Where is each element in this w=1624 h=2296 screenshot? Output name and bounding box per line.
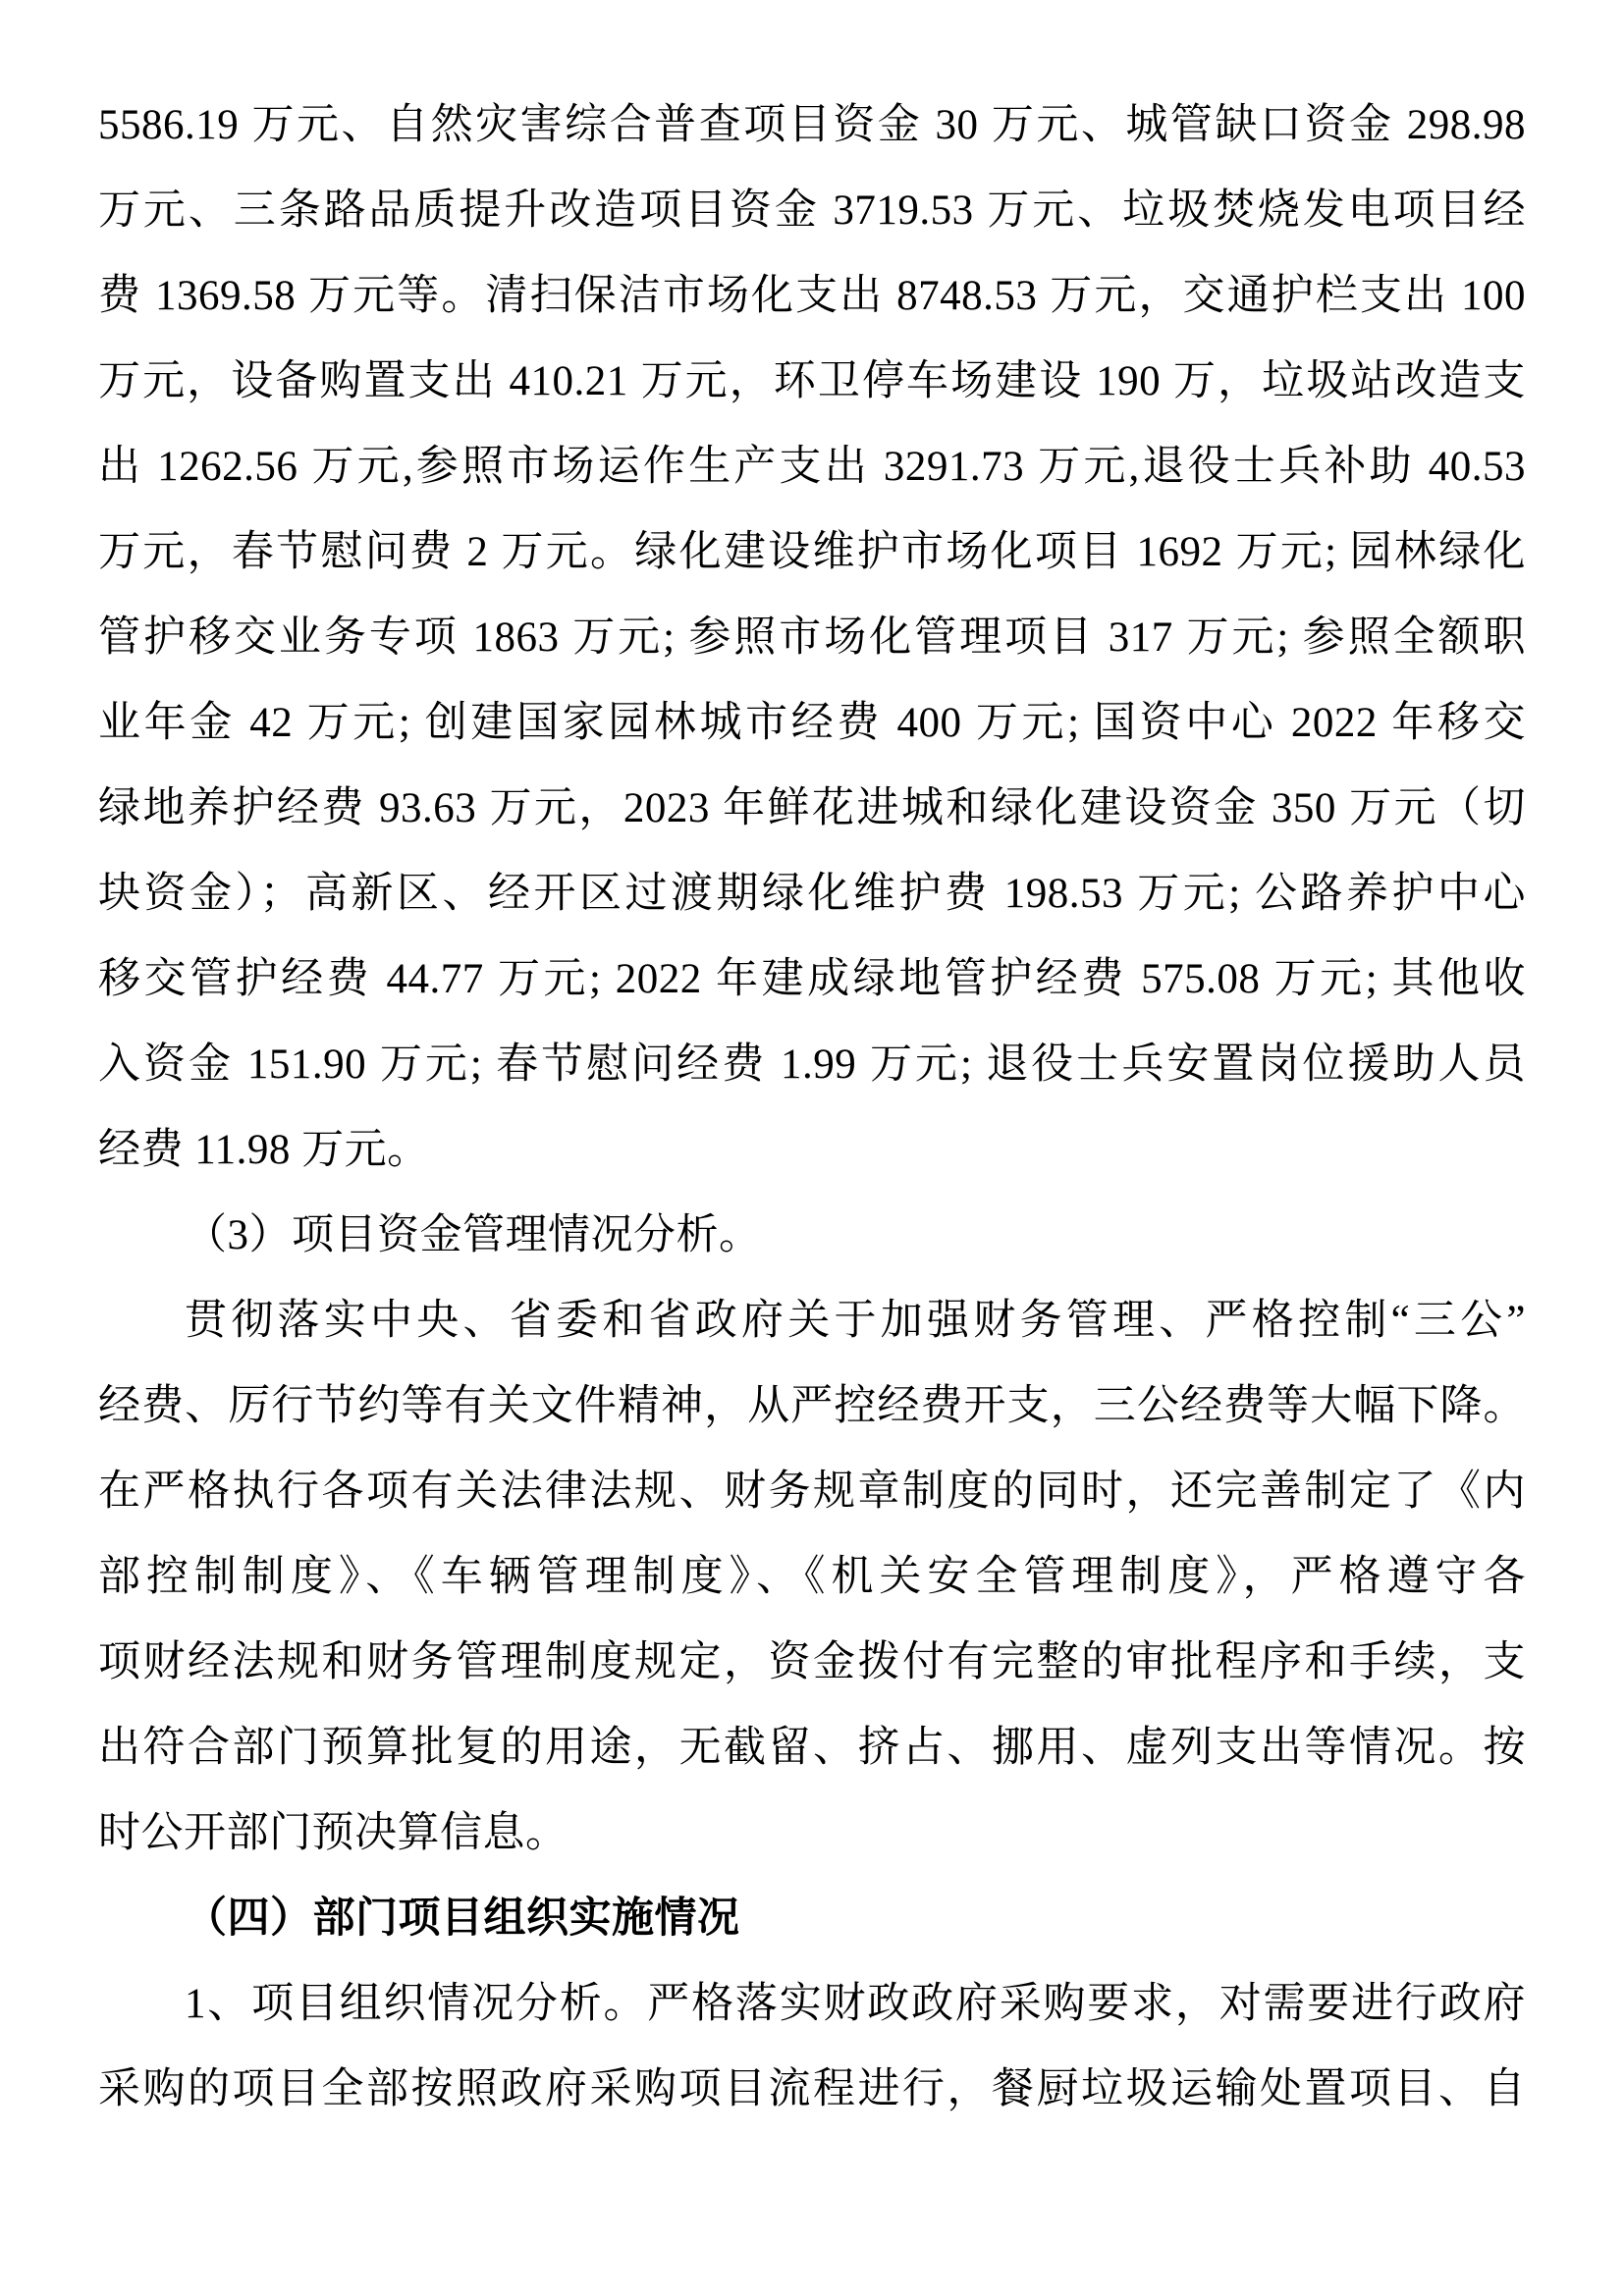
text-line: 1、项目组织情况分析。严格落实财政政府采购要求，对需要进行政府: [185, 1981, 1526, 2027]
text-line: 贯彻落实中央、省委和省政府关于加强财务管理、严格控制“三公”: [185, 1298, 1526, 1344]
document-content: [98, 82, 1526, 2132]
text-line: 采购的项目全部按照政府采购项目流程进行，餐厨垃圾运输处置项目、自: [98, 2066, 1526, 2112]
text-line: （四）部门项目组织实施情况: [185, 1896, 740, 1942]
text-line: 业年金 42 万元; 创建国家园林城市经费 400 万元; 国资中心 2022 年移交: [98, 700, 1526, 746]
text-line: 入资金 151.90 万元; 春节慰问经费 1.99 万元; 退役士兵安置岗位援助人员: [98, 1041, 1526, 1088]
text-line: 移交管护经费 44.77 万元; 2022 年建成绿地管护经费 575.08 万元; 其他收: [98, 956, 1526, 1002]
text-line: 时公开部门预决算信息。: [98, 1810, 568, 1856]
text-line: 管护移交业务专项 1863 万元; 参照市场化管理项目 317 万元; 参照全额职: [98, 614, 1526, 661]
text-line: 在严格执行各项有关法律法规、财务规章制度的同时，还完善制定了《内: [98, 1468, 1526, 1515]
text-line: 万元，春节慰问费 2 万元。绿化建设维护市场化项目 1692 万元; 园林绿化: [98, 529, 1526, 575]
text-line: 5586.19 万元、自然灾害综合普查项目资金 30 万元、城管缺口资金 298.98: [98, 102, 1526, 148]
text-line: （3）项目资金管理情况分析。: [185, 1212, 762, 1258]
text-line: 块资金）；高新区、经开区过渡期绿化维护费 198.53 万元; 公路养护中心: [98, 871, 1526, 917]
text-line: 部控制制度》、《车辆管理制度》、《机关安全管理制度》，严格遵守各: [98, 1554, 1526, 1600]
text-line: 项财经法规和财务管理制度规定，资金拨付有完整的审批程序和手续，支: [98, 1639, 1526, 1685]
text-line: 出 1262.56 万元,参照市场运作生产支出 3291.73 万元,退役士兵补助 40.53: [98, 444, 1526, 490]
text-line: 万元，设备购置支出 410.21 万元，环卫停车场建设 190 万，垃圾站改造支: [98, 358, 1526, 404]
text-line: 出符合部门预算批复的用途，无截留、挤占、挪用、虚列支出等情况。按: [98, 1725, 1526, 1771]
text-line: 费 1369.58 万元等。清扫保洁市场化支出 8748.53 万元，交通护栏支出 100: [98, 273, 1526, 319]
text-line: 万元、三条路品质提升改造项目资金 3719.53 万元、垃圾焚烧发电项目经: [98, 187, 1526, 234]
text-line: 经费、厉行节约等有关文件精神，从严控经费开支，三公经费等大幅下降。: [98, 1383, 1526, 1429]
text-line: 绿地养护经费 93.63 万元，2023 年鲜花进城和绿化建设资金 350 万元（切: [98, 785, 1526, 831]
text-line: 经费 11.98 万元。: [98, 1127, 430, 1173]
